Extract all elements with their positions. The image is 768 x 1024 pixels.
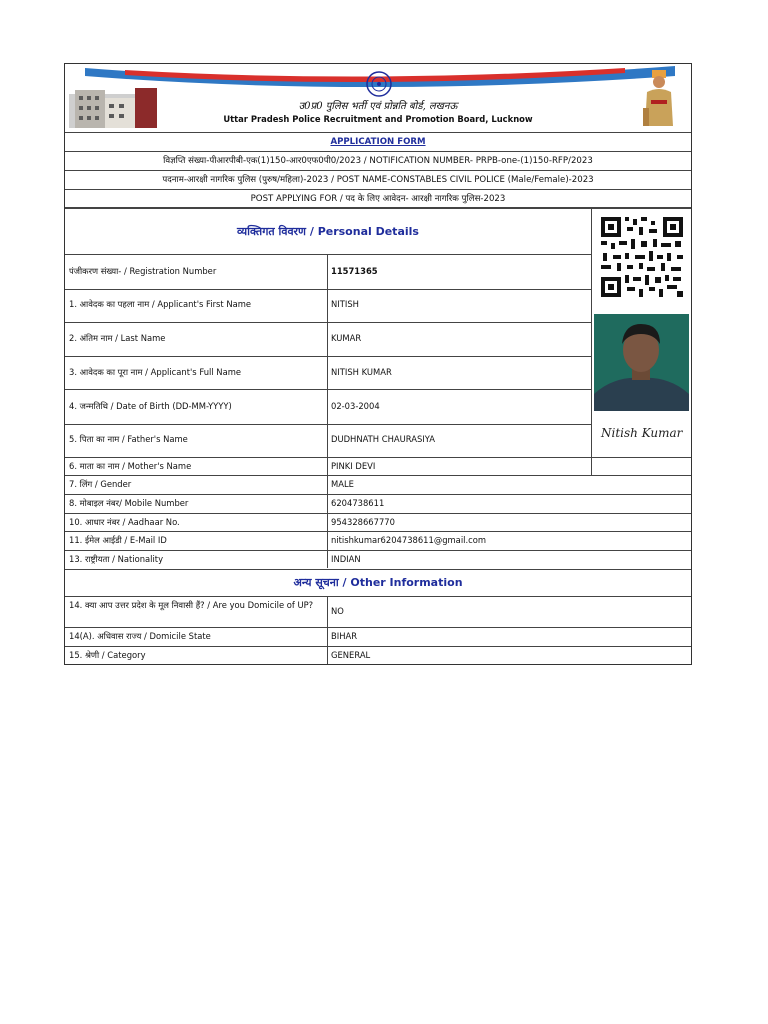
qr-code	[599, 215, 685, 299]
domicile-state-value: BIHAR	[331, 631, 358, 641]
domicile-state-label: 14(A). अधिवास राज्य / Domicile State	[69, 631, 211, 641]
mobile-number-label: 8. मोबाइल नंबर/ Mobile Number	[69, 498, 189, 508]
registration-number-value: 11571365	[331, 266, 378, 276]
gender-value: MALE	[331, 479, 354, 489]
email-label: 11. ईमेल आईडी / E-Mail ID	[69, 535, 167, 545]
aadhaar-number-value: 954328667770	[331, 517, 395, 527]
aadhaar-number-label: 10. आधार नंबर / Aadhaar No.	[69, 517, 180, 527]
date-of-birth-value: 02-03-2004	[331, 401, 380, 411]
domicile-up-label: 14. क्या आप उत्तर प्रदेश के मूल निवासी हैं? / Are you Domicile of UP?	[69, 600, 314, 610]
fathers-name-value: DUDHNATH CHAURASIYA	[331, 434, 435, 444]
domicile-up-value: NO	[331, 606, 344, 616]
full-name-label: 3. आवेदक का पूरा नाम / Applicant's Full Name	[69, 367, 242, 377]
applicant-photo	[594, 314, 689, 411]
application-form	[64, 63, 692, 665]
category-label: 15. श्रेणी / Category	[69, 650, 146, 660]
date-of-birth-label: 4. जन्मतिथि / Date of Birth (DD-MM-YYYY)	[69, 401, 232, 411]
last-name-label: 2. अंतिम नाम / Last Name	[69, 333, 166, 343]
header-banner	[65, 64, 691, 132]
category-value: GENERAL	[331, 650, 371, 660]
registration-number-label: पंजीकरण संख्या- / Registration Number	[69, 266, 217, 276]
mothers-name-label: 6. माता का नाम / Mother's Name	[69, 461, 192, 471]
nationality-label: 13. राष्ट्रीयता / Nationality	[69, 554, 164, 564]
post-applying-for: POST APPLYING FOR / पद के लिए आवेदन- आरक्षी नागरिक पुलिस-2023	[250, 194, 506, 204]
last-name-value: KUMAR	[331, 333, 362, 343]
board-name-hindi: उ0प्र0 पुलिस भर्ती एवं प्रोन्नति बोर्ड, लखनऊ	[298, 101, 458, 112]
form-title: APPLICATION FORM	[330, 137, 426, 147]
fathers-name-label: 5. पिता का नाम / Father's Name	[69, 434, 188, 444]
notification-number: विज्ञप्ति संख्या-पीआरपीबी-एक(1)150-आर0एफ0पी0/2023 / NOTIFICATION NUMBER- PRPB-one-(1)150-RFP/2023	[163, 156, 593, 166]
personal-details-heading: व्यक्तिगत विवरण / Personal Details	[237, 225, 419, 238]
email-value: nitishkumar6204738611@gmail.com	[331, 535, 487, 545]
mobile-number-value: 6204738611	[331, 498, 385, 508]
board-name-english: Uttar Pradesh Police Recruitment and Promotion Board, Lucknow	[223, 114, 533, 124]
full-name-value: NITISH KUMAR	[331, 367, 392, 377]
nationality-value: INDIAN	[331, 554, 361, 564]
post-name: पदनाम-आरक्षी नागरिक पुलिस (पुरुष/महिला)-2023 / POST NAME-CONSTABLES CIVIL POLICE (Male/Female)-2023	[162, 175, 594, 185]
mothers-name-value: PINKI DEVI	[331, 461, 376, 471]
other-information-heading: अन्य सूचना / Other Information	[293, 576, 463, 589]
first-name-value: NITISH	[331, 299, 359, 309]
applicant-signature: Nitish Kumar	[601, 426, 683, 440]
gender-label: 7. लिंग / Gender	[69, 479, 132, 489]
first-name-label: 1. आवेदक का पहला नाम / Applicant's First Name	[69, 299, 252, 309]
